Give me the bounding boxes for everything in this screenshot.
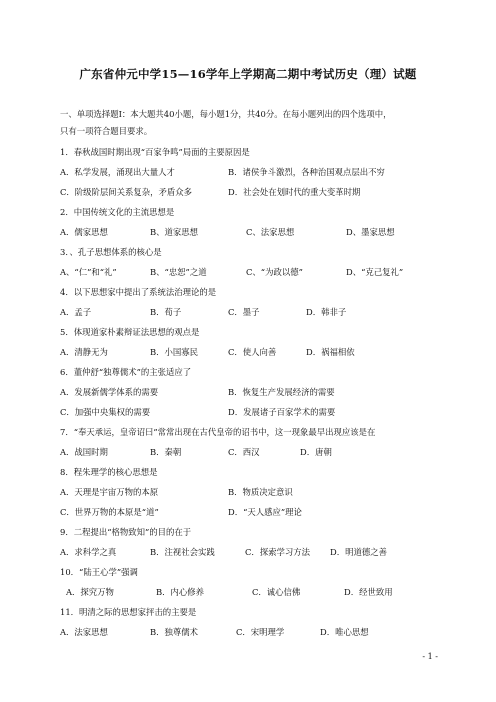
q3-option-d: D、“克己复礼”: [346, 267, 404, 277]
q11-option-a: A．法家思想: [60, 627, 108, 637]
q1-option-c: C．阶级阶层间关系复杂，矛盾众多: [60, 187, 193, 197]
q1-option-a: A．私学发展，涌现出大量人才: [60, 167, 175, 177]
q5-option-b: B．小国寡民: [150, 347, 199, 357]
q10-option-a: A．探究万物: [66, 587, 114, 597]
q5-option-a: A．清静无为: [60, 347, 108, 357]
q6-option-d: D．发展诸子百家学术的需要: [228, 407, 336, 417]
question-7: 7．“奉天承运，皇帝诏曰”常常出现在古代皇帝的诏书中，这一现象最早出现应该是在: [60, 427, 376, 437]
q2-option-c: C、法家思想: [246, 227, 295, 237]
q7-option-a: A．战国时期: [60, 447, 108, 457]
question-11: 11．明清之际的思想家抨击的主要是: [60, 607, 197, 617]
q10-option-c: C．诚心信佛: [252, 587, 301, 597]
q7-option-c: C．西汉: [228, 447, 260, 457]
q8-option-a: A．天理是宇宙万物的本原: [60, 487, 159, 497]
q4-option-d: D．韩非子: [306, 307, 347, 317]
q1-option-b: B．诸侯争斗激烈，各种治国观点层出不穷: [228, 167, 385, 177]
instructions-line-2: 只有一项符合题目要求。: [60, 126, 153, 136]
question-10: 10．“陆王心学”强调: [60, 567, 138, 577]
q5-option-c: C．使人向善: [228, 347, 277, 357]
q1-option-d: D．社会处在划时代的重大变革时期: [228, 187, 361, 197]
q6-option-c: C．加强中央集权的需要: [60, 407, 151, 417]
question-9: 9．二程提出“格物致知”的目的在于: [60, 527, 192, 537]
q2-option-d: D、墨家思想: [346, 227, 395, 237]
q6-option-b: B．恢复生产发展经济的需要: [228, 387, 335, 397]
q8-option-b: B．物质决定意识: [228, 487, 293, 497]
q9-option-a: A．求科学之真: [60, 547, 117, 557]
q8-option-d: D．“天人感应”理论: [228, 507, 302, 517]
question-2: 2．中国传统文化的主流思想是: [60, 207, 175, 217]
q3-option-b: B、“忠恕”之道: [150, 267, 207, 277]
q11-option-d: D．唯心思想: [320, 627, 369, 637]
q4-option-c: C．墨子: [228, 307, 260, 317]
q11-option-b: B．独尊儒术: [150, 627, 199, 637]
question-4: 4．以下思想家中提出了系统法治理论的是: [60, 287, 217, 297]
question-5: 5．体现道家朴素辩证法思想的观点是: [60, 327, 200, 337]
q3-option-a: A、“仁”和“礼”: [60, 267, 117, 277]
q2-option-a: A．儒家思想: [60, 227, 108, 237]
q4-option-a: A．孟子: [60, 307, 92, 317]
q8-option-c: C．世界万物的本原是“道”: [60, 507, 159, 517]
q2-option-b: B、道家思想: [150, 227, 199, 237]
q6-option-a: A．发展新儒学体系的需要: [60, 387, 159, 397]
page-title: 广东省仲元中学15—16学年上学期高二期中考试历史（理）试题: [79, 67, 417, 81]
instructions-line-1: 一、单项选择题Ⅰ：本大题共40小题，每小题1分，共40分。在每小题列出的四个选项中，: [60, 109, 392, 119]
question-3: 3．、孔子思想体系的核心是: [60, 247, 162, 257]
question-1: 1．春秋战国时期出现“百家争鸣”局面的主要原因是: [60, 147, 250, 157]
q10-option-d: D．经世致用: [344, 587, 393, 597]
q9-option-d: D．明道德之善: [330, 547, 387, 557]
q9-option-c: C．探索学习方法: [245, 547, 311, 557]
q5-option-d: D．祸福相依: [306, 347, 355, 357]
q7-option-d: D．唐朝: [300, 447, 332, 457]
q3-option-c: C、“为政以德”: [246, 267, 303, 277]
question-6: 6．董仲舒“独尊儒术”的主张适应了: [60, 367, 192, 377]
q9-option-b: B．注视社会实践: [150, 547, 215, 557]
page-number: - 1 -: [422, 652, 438, 661]
q4-option-b: B．荀子: [150, 307, 182, 317]
q11-option-c: C．宋明理学: [236, 627, 285, 637]
question-8: 8．程朱理学的核心思想是: [60, 467, 158, 477]
q10-option-b: B．内心修养: [156, 587, 205, 597]
q7-option-b: B．秦朝: [150, 447, 182, 457]
